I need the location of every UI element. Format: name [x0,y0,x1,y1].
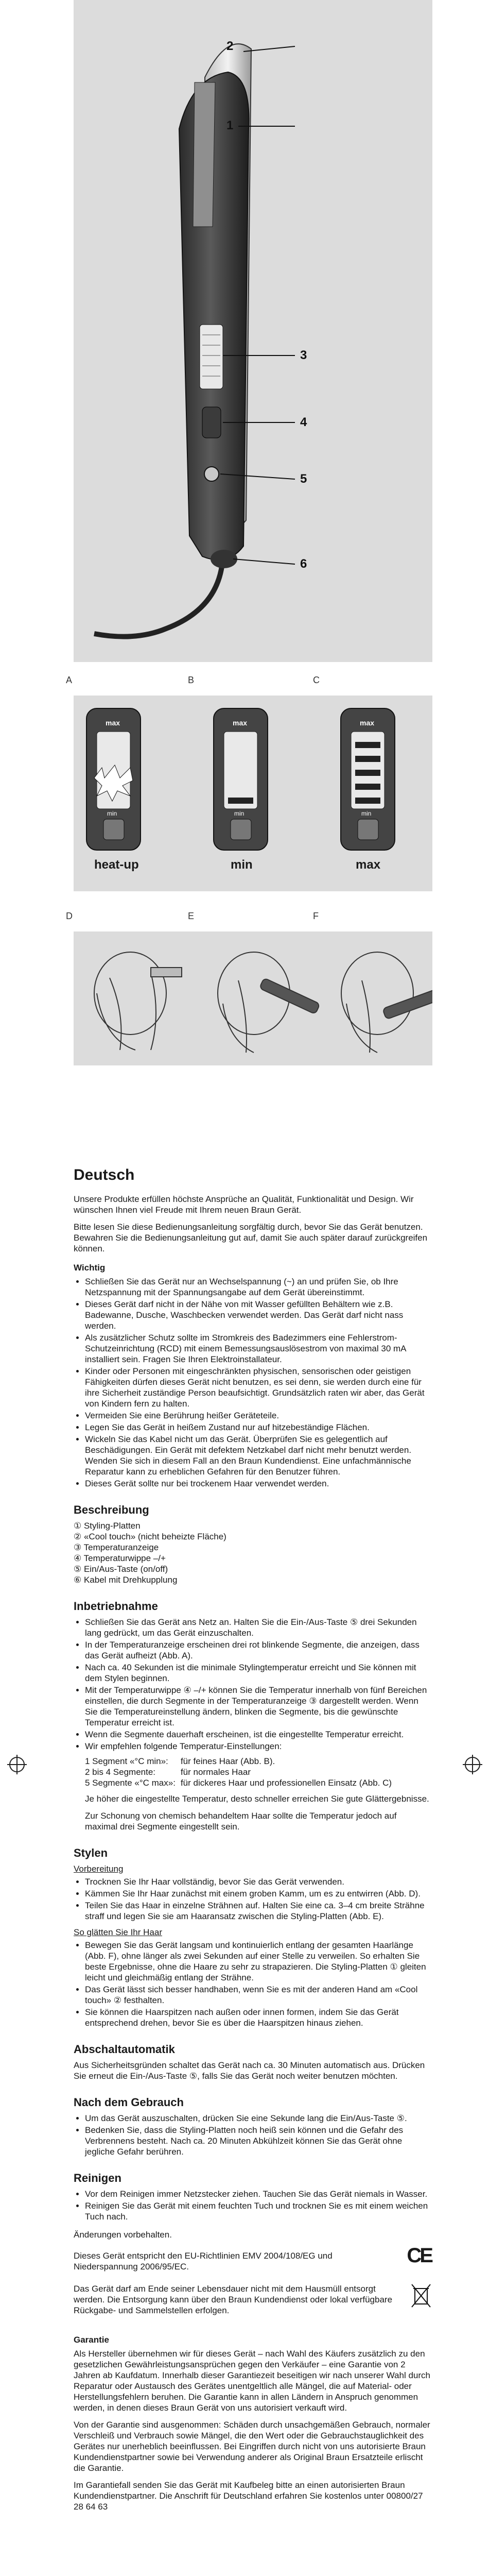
garantie-paragraph-3: Im Garantiefall senden Sie das Gerät mit Kaufbeleg bitte an einen autorisierten Braun Kundendienstpartner. Die Anschrift für Deutschland erfahren Sie kostenlos unter 00800/27 28 64 63 [74,2480,423,2512]
hair-straightener-illustration [74,0,432,662]
registration-mark-left [9,1757,25,1772]
display-c-min-label: min [361,810,372,817]
language-heading: Deutsch [74,1166,135,1183]
vorbereitung-item: • Trocknen Sie Ihr Haar vollständig, bevor Sie das Gerät verwenden. [85,1876,431,1887]
crossed-bin-icon [411,2283,431,2309]
display-c-max-label: max [360,719,375,727]
glaetten-item: • Sie können die Haarspitzen nach außen oder innen formen, indem Sie das Gerät entsprechend drehen, bevor Sie es über die Haarspitzen hinaus ziehen. [85,2007,431,2028]
callout-5: 5 [300,472,307,486]
disposal-text: Das Gerät darf am Ende seiner Lebensdauer nicht mit dem Hausmüll entsorgt werden. Die Entsorgung kann über den Braun Kundendienst oder lokal verfügbare Rückgabe- und Sammelstellen erfolgen. [74,2284,393,2315]
inbetriebnahme-item: • Nach ca. 40 Sekunden ist die minimale Stylingtemperatur erreicht und Sie können mit dem Stylen beginnen. [85,1662,431,1684]
vorbereitung-subheading: Vorbereitung [74,1864,124,1874]
figure-label-e: E [188,911,195,921]
reinigen-item: • Vor dem Reinigen immer Netzstecker ziehen. Tauchen Sie das Gerät niemals in Wasser. [85,2189,431,2199]
reinigen-item: • Reinigen Sie das Gerät mit einem feuchten Tuch und trocknen Sie es mit einem weichen Tuch nach. [85,2200,431,2222]
wichtig-item: • Wickeln Sie das Kabel nicht um das Gerät. Überprüfen Sie es gelegentlich auf Beschädigungen. Ein Gerät mit defektem Netzkabel darf nicht mehr benutzt werden. Wenden Sie sich in diesem Fall an den Braun Kundendienst. Eine unfachmännische Reparatur kann zu erheblichen Gefahren für den Benutzer führen. [85,1434,431,1477]
table-row [85,1756,397,1767]
part-item: ③ Temperaturanzeige [74,1543,159,1552]
aenderungen-note: Änderungen vorbehalten. [74,2230,172,2240]
inbetriebnahme-item: • Wir empfehlen folgende Temperatur-Einstellungen: [85,1741,431,1752]
inbetriebnahme-item: • Wenn die Segmente dauerhaft erscheinen, ist die eingestellte Temperatur erreicht. [85,1729,431,1740]
part-item: ① Styling-Platten [74,1521,141,1531]
nach-dem-gebrauch-heading: Nach dem Gebrauch [74,2096,184,2109]
temperature-note-1: Je höher die eingestellte Temperatur, desto schneller erreichen Sie gute Glättergebnisse. [85,1794,429,1804]
wichtig-item: • Schließen Sie das Gerät nur an Wechselspannung (~) an und prüfen Sie, ob Ihre Netzspannung mit der Spannungsangabe auf dem Gerät übereinstimmt. [85,1276,431,1298]
figure-label-f: F [313,911,319,921]
reinigen-list [74,2189,431,2222]
temperature-display-panel [74,696,432,891]
abschaltautomatik-text: Aus Sicherheitsgründen schaltet das Gerät nach ca. 30 Minuten automatisch aus. Drücken Sie erneut die Ein-/Aus-Taste ⑤, falls Sie das Gerät noch weiter benutzen möchten. [74,2060,425,2081]
hair-type-cell: für feines Haar (Abb. B). [180,1756,275,1766]
figure-label-d: D [66,911,73,921]
emv-text: Dieses Gerät entspricht den EU-Richtlinien EMV 2004/108/EG und Niederspannung 2006/95/EC. [74,2251,333,2272]
display-a-max-label: max [106,719,120,727]
display-a-min-label: min [107,810,117,817]
ce-compliance-row [74,2244,431,2278]
glaetten-list [74,1940,431,2028]
display-b-caption: min [231,858,253,872]
registration-mark-right [465,1757,480,1772]
stylen-heading: Stylen [74,1846,108,1859]
inbetriebnahme-list [74,1617,431,1752]
nach-dem-gebrauch-item: • Um das Gerät auszuschalten, drücken Sie eine Sekunde lang die Ein/Aus-Taste ⑤. [85,2113,431,2124]
hair-type-cell: für normales Haar [180,1767,251,1777]
callout-2: 2 [226,39,234,53]
wichtig-item: • Dieses Gerät sollte nur bei trockenem Haar verwendet werden. [85,1478,431,1489]
beschreibung-heading: Beschreibung [74,1503,149,1516]
beschreibung-list [74,1520,431,1585]
wichtig-list [74,1276,431,1489]
part-item: ④ Temperaturwippe –/+ [74,1553,166,1563]
product-illustration-panel [74,0,432,662]
intro-paragraph-1: Unsere Produkte erfüllen höchste Ansprüche an Qualität, Funktionalität und Design. Wir wünschen Ihnen viel Freude mit Ihrem neuen Braun Gerät. [74,1194,414,1215]
inbetriebnahme-item: • Mit der Temperaturwippe ④ –/+ können Sie die Temperatur innerhalb von fünf Bereichen einstellen, die durch Segmente in der Temperaturanzeige ③ dargestellt werden. Wenn Sie die Temperatureinstellung ändern, blinken die Segmente, bis die gewünschte Temperatur erreicht ist. [85,1685,431,1728]
callout-4: 4 [300,415,307,429]
display-a-caption: heat-up [94,858,139,872]
wichtig-item: • Dieses Gerät darf nicht in der Nähe von mit Wasser gefüllten Behältern wie z.B. Badewanne, Dusche, Waschbecken verwendet werden. Das Gerät darf nicht nass werden. [85,1299,431,1331]
figure-label-c: C [313,675,320,685]
setting-cell: 2 bis 4 Segmente: [85,1767,156,1777]
part-item: ⑥ Kabel mit Drehkupplung [74,1575,178,1585]
setting-cell: 5 Segmente «°C max»: [85,1778,176,1788]
setting-cell: 1 Segment «°C min»: [85,1756,168,1766]
callout-1: 1 [226,118,234,132]
styling-steps-panel [74,931,432,1065]
vorbereitung-list [74,1876,431,1922]
styling-steps-illustration [74,931,432,1065]
vorbereitung-item: • Teilen Sie das Haar in einzelne Strähnen auf. Halten Sie eine ca. 3–4 cm breite Strähne straff und legen Sie sie am Haaransatz zwischen die Styling-Platten (Abb. E). [85,1900,431,1922]
reinigen-heading: Reinigen [74,2172,121,2184]
wichtig-item: • Als zusätzlicher Schutz sollte im Stromkreis des Badezimmers eine Fehlerstrom-Schutzeinrichtung (RCD) mit einem Bemessungsauslösestrom von maximal 30 mA installiert sein. Fragen Sie Ihren Elektroinstallateur. [85,1332,431,1365]
wichtig-item: • Kinder oder Personen mit eingeschränkten physischen, sensorischen oder geistigen Fähigkeiten dürfen dieses Gerät nicht benutzen, es sei denn, sie werden durch eine für ihre Sicherheit zuständige Person beaufsichtigt. Grundsätzlich raten wir aber, das Gerät von Kindern fern zu halten. [85,1366,431,1409]
garantie-heading: Garantie [74,2335,109,2345]
nach-dem-gebrauch-item: • Bedenken Sie, dass die Styling-Platten noch heiß sein können und die Gefahr des Verbrennens besteht. Nach ca. 20 Minuten Abkühlzeit können Sie das Gerät ohne jegliche Gefahr berühren. [85,2125,431,2157]
garantie-paragraph-2: Von der Garantie sind ausgenommen: Schäden durch unsachgemäßen Gebrauch, normaler Verschleiß und Verbrauch sowie Mängel, die den Wert oder die Gebrauchstauglichkeit des Gerätes nur unerheblich beeinflussen. Bei Eingriffen durch nicht von uns autorisierte Braun Kundendienstpartner sowie bei Verwendung anderer als Original Braun Ersatzteile erlischt die Garantie. [74,2420,430,2473]
glaetten-item: • Bewegen Sie das Gerät langsam und kontinuierlich entlang der gesamten Haarlänge (Abb. F), ohne länger als zwei Sekunden auf einer Stelle zu verweilen. So erhalten Sie beste Ergebnisse, ohne die Haare zu sehr zu strapazieren. Die Styling-Platten ① gleiten leicht und gleichmäßig entlang der Strähne. [85,1940,431,1983]
table-row [85,1777,397,1788]
part-item: ② «Cool touch» (nicht beheizte Fläche) [74,1532,226,1541]
figure-label-a: A [66,675,73,685]
hair-type-cell: für dickeres Haar und professionellen Einsatz (Abb. C) [180,1778,392,1788]
table-row [85,1767,397,1777]
callout-3: 3 [300,348,307,362]
display-c-caption: max [356,858,381,872]
callout-6: 6 [300,557,307,571]
intro-paragraph-2: Bitte lesen Sie diese Bedienungsanleitung sorgfältig durch, bevor Sie das Gerät benutzen. Bewahren Sie die Bedienungsanleitung gut auf, damit Sie auch später darauf zurückgreifen können. [74,1222,428,1253]
wichtig-heading: Wichtig [74,1263,106,1273]
glaetten-item: • Das Gerät lässt sich besser handhaben, wenn Sie es mit der anderen Hand am «Cool touch» ② festhalten. [85,1984,431,2006]
figure-label-b: B [188,675,195,685]
display-b-min-label: min [234,810,244,817]
inbetriebnahme-item: • Schließen Sie das Gerät ans Netz an. Halten Sie die Ein-/Aus-Taste ⑤ drei Sekunden lang gedrückt, um das Gerät einzuschalten. [85,1617,431,1638]
abschaltautomatik-heading: Abschaltautomatik [74,2043,175,2056]
part-item: ⑤ Ein/Aus-Taste (on/off) [74,1564,168,1574]
manual-text-column [74,1166,431,2518]
wichtig-item: • Legen Sie das Gerät in heißem Zustand nur auf hitzebeständige Flächen. [85,1422,431,1433]
glaetten-subheading: So glätten Sie Ihr Haar [74,1927,162,1937]
garantie-paragraph-1: Als Hersteller übernehmen wir für dieses Gerät – nach Wahl des Käufers zusätzlich zu den gesetzlichen Gewährleistungsansprüchen gegen den Verkäufer – eine Garantie von 2 Jahren ab Kaufdatum. Innerhalb dieser Garantiezeit beseitigen wir nach unserer Wahl durch Reparatur oder Austausch des Gerätes unentgeltlich alle Mängel, die auf Material- oder Herstellungsfehlern beruhen. Die Garantie kann in allen Ländern in Anspruch genommen werden, in denen dieses Braun Gerät von uns autorisiert verkauft wird. [74,2349,430,2413]
inbetriebnahme-item: • In der Temperaturanzeige erscheinen drei rot blinkende Segmente, die anzeigen, dass das Gerät aufheizt (Abb. A). [85,1639,431,1661]
temperature-note-2: Zur Schonung von chemisch behandeltem Haar sollte die Temperatur jedoch auf maximal drei Segmente eingestellt sein. [85,1811,397,1832]
disposal-row [74,2283,431,2322]
display-b-max-label: max [233,719,248,727]
inbetriebnahme-heading: Inbetriebnahme [74,1600,158,1613]
nach-dem-gebrauch-list [74,2113,431,2157]
vorbereitung-item: • Kämmen Sie Ihr Haar zunächst mit einem groben Kamm, um es zu entwirren (Abb. D). [85,1888,431,1899]
temperature-settings-table [85,1756,397,1788]
wichtig-item: • Vermeiden Sie eine Berührung heißer Geräteteile. [85,1410,431,1421]
ce-mark-icon: CE [407,2244,431,2267]
